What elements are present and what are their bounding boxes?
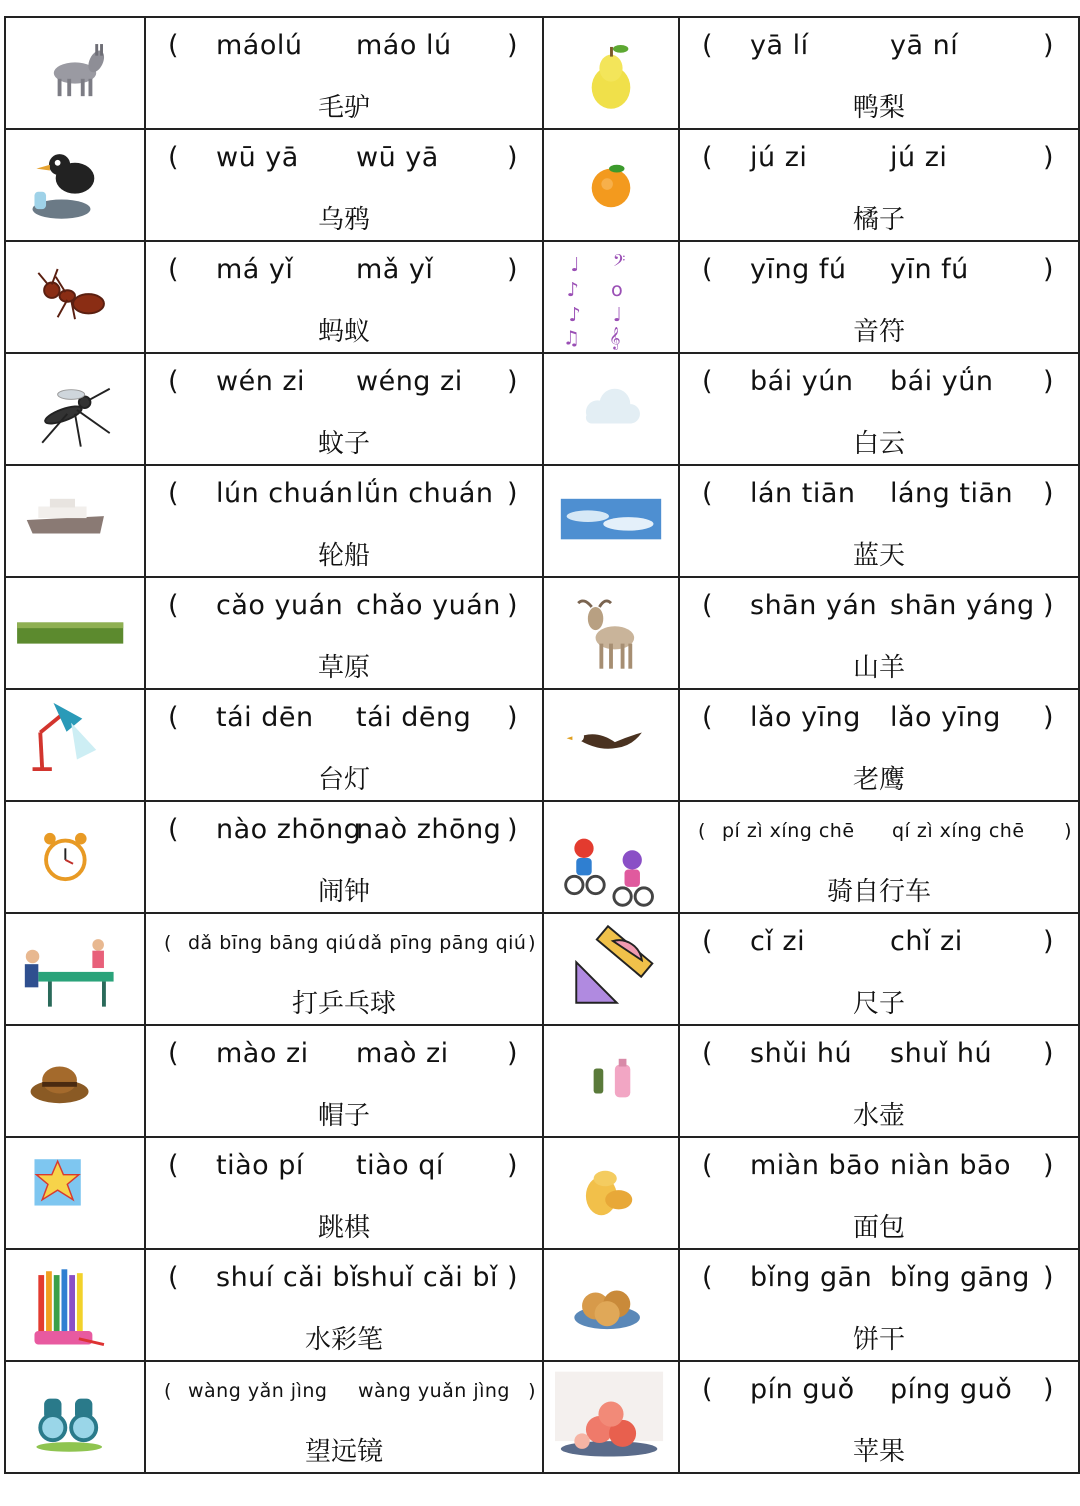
left-word-cell <box>145 241 543 353</box>
close-paren: ) <box>1042 1262 1054 1293</box>
chinese-word: 蚊子 <box>317 429 370 459</box>
pinyin-option-1[interactable]: shān yán <box>750 590 878 621</box>
pinyin-option-1[interactable]: lán tiān <box>750 478 856 509</box>
left-picture-cell <box>5 1025 145 1137</box>
pinyin-option-2[interactable]: dǎ pīng pāng qiú <box>358 932 527 954</box>
chinese-word: 毛驴 <box>317 93 370 123</box>
pinyin-option-1[interactable]: bái yún <box>750 366 854 397</box>
pinyin-choices <box>680 142 1078 182</box>
right-word-cell <box>679 241 1079 353</box>
close-paren: ) <box>1042 254 1054 285</box>
pinyin-choices <box>680 478 1078 518</box>
pinyin-choices <box>680 820 1078 860</box>
table-row <box>5 1137 1079 1249</box>
left-picture-cell <box>5 689 145 801</box>
right-picture-cell <box>543 577 679 689</box>
open-paren: ( <box>702 478 714 509</box>
left-word-cell <box>145 1249 543 1361</box>
close-paren: ) <box>1064 820 1072 842</box>
open-paren: ( <box>702 142 714 173</box>
right-word-cell <box>679 801 1079 913</box>
open-paren: ( <box>702 590 714 621</box>
pinyin-choices <box>146 932 542 972</box>
close-paren: ) <box>1042 478 1054 509</box>
table-row <box>5 129 1079 241</box>
left-word-cell <box>145 577 543 689</box>
open-paren: ( <box>168 1262 180 1293</box>
pinyin-choices <box>680 1374 1078 1414</box>
chinese-word: 草原 <box>317 653 370 683</box>
pinyin-option-2[interactable]: shuǐ cǎi bǐ <box>356 1262 498 1293</box>
close-paren: ) <box>1042 926 1054 957</box>
pinyin-option-1[interactable]: yīng fú <box>750 254 847 285</box>
pinyin-choices <box>146 1038 542 1078</box>
svg-text:o: o <box>611 278 623 302</box>
close-paren: ) <box>506 1150 518 1181</box>
left-picture-cell <box>5 465 145 577</box>
chinese-word: 鸭梨 <box>852 93 905 123</box>
pinyin-choices <box>146 702 542 742</box>
chinese-word: 闹钟 <box>317 877 370 907</box>
pinyin-choices <box>146 590 542 630</box>
table-row <box>5 689 1079 801</box>
left-word-cell <box>145 129 543 241</box>
close-paren: ) <box>506 478 518 509</box>
table-row <box>5 465 1079 577</box>
chinese-word: 音符 <box>852 317 905 347</box>
table-row <box>5 577 1079 689</box>
right-word-cell <box>679 577 1079 689</box>
close-paren: ) <box>506 254 518 285</box>
pinyin-option-2[interactable]: chǎo yuán <box>356 590 501 621</box>
pinyin-choices <box>680 590 1078 630</box>
right-word-cell <box>679 1137 1079 1249</box>
pinyin-option-1[interactable]: má yǐ <box>216 254 294 285</box>
pinyin-option-2[interactable]: naò zhōng <box>356 814 502 845</box>
chinese-word: 打乒乓球 <box>291 989 396 1019</box>
pinyin-option-1[interactable]: nào zhōng <box>216 814 362 845</box>
left-word-cell <box>145 1361 543 1473</box>
open-paren: ( <box>702 254 714 285</box>
pinyin-option-2[interactable]: píng guǒ <box>890 1374 1013 1405</box>
right-word-cell <box>679 689 1079 801</box>
chinese-word: 蓝天 <box>852 541 905 571</box>
left-picture-cell <box>5 913 145 1025</box>
close-paren: ) <box>1042 1150 1054 1181</box>
pinyin-option-2[interactable]: maò zi <box>356 1038 449 1069</box>
close-paren: ) <box>506 142 518 173</box>
pinyin-option-2[interactable]: niàn bāo <box>890 1150 1012 1181</box>
chinese-word: 蚂蚁 <box>317 317 370 347</box>
pinyin-option-1[interactable]: lǎo yīng <box>750 702 861 733</box>
pinyin-option-1[interactable]: wén zi <box>216 366 306 397</box>
right-picture-cell <box>543 913 679 1025</box>
left-picture-cell <box>5 577 145 689</box>
chinese-word: 水彩笔 <box>304 1325 383 1355</box>
left-picture-cell <box>5 241 145 353</box>
svg-text:♩: ♩ <box>570 252 580 276</box>
pinyin-choices <box>146 366 542 406</box>
pinyin-choices <box>680 254 1078 294</box>
chinese-word: 白云 <box>852 429 905 459</box>
chinese-word: 跳棋 <box>317 1213 370 1243</box>
right-word-cell <box>679 1025 1079 1137</box>
pinyin-option-2[interactable]: yā ní <box>890 30 959 61</box>
open-paren: ( <box>168 702 180 733</box>
close-paren: ) <box>1042 30 1054 61</box>
table-row <box>5 353 1079 465</box>
left-word-cell <box>145 1137 543 1249</box>
table-row <box>5 913 1079 1025</box>
right-picture-cell <box>543 801 679 913</box>
pinyin-option-2[interactable]: shuǐ hú <box>890 1038 993 1069</box>
close-paren: ) <box>506 30 518 61</box>
close-paren: ) <box>1042 1374 1054 1405</box>
right-picture-cell <box>543 17 679 129</box>
chinese-word: 苹果 <box>852 1437 905 1467</box>
left-word-cell <box>145 689 543 801</box>
pinyin-option-1[interactable]: tái dēn <box>216 702 314 733</box>
open-paren: ( <box>698 820 706 842</box>
left-word-cell <box>145 465 543 577</box>
open-paren: ( <box>702 1374 714 1405</box>
right-picture-cell <box>543 353 679 465</box>
table-row <box>5 1249 1079 1361</box>
chinese-word: 望远镜 <box>304 1437 383 1467</box>
pinyin-choices <box>146 478 542 518</box>
open-paren: ( <box>702 366 714 397</box>
right-word-cell <box>679 1249 1079 1361</box>
open-paren: ( <box>702 30 714 61</box>
open-paren: ( <box>702 702 714 733</box>
pinyin-option-2[interactable]: shān yáng <box>890 590 1035 621</box>
close-paren: ) <box>506 590 518 621</box>
close-paren: ) <box>528 1380 536 1402</box>
right-picture-cell <box>543 465 679 577</box>
pinyin-choices <box>146 30 542 70</box>
right-word-cell <box>679 129 1079 241</box>
chinese-word: 台灯 <box>317 765 370 795</box>
left-word-cell <box>145 17 543 129</box>
pinyin-option-2[interactable]: mǎ yǐ <box>356 254 434 285</box>
right-picture-cell <box>543 1249 679 1361</box>
close-paren: ) <box>506 1262 518 1293</box>
close-paren: ) <box>506 1038 518 1069</box>
pinyin-option-2[interactable]: jú zi <box>890 142 948 173</box>
open-paren: ( <box>168 1038 180 1069</box>
table-row <box>5 1025 1079 1137</box>
chinese-word: 老鹰 <box>852 765 905 795</box>
close-paren: ) <box>1042 590 1054 621</box>
pinyin-choices <box>680 1262 1078 1302</box>
open-paren: ( <box>168 814 180 845</box>
open-paren: ( <box>164 932 172 954</box>
chinese-word: 面包 <box>852 1213 905 1243</box>
close-paren: ) <box>1042 142 1054 173</box>
pinyin-choices <box>680 926 1078 966</box>
table-row <box>5 17 1079 129</box>
chinese-word: 乌鸦 <box>317 205 370 235</box>
pinyin-option-1[interactable]: wàng yǎn jìng <box>188 1380 328 1402</box>
right-picture-cell <box>543 689 679 801</box>
pinyin-worksheet-table <box>4 16 1080 1474</box>
right-word-cell <box>679 465 1079 577</box>
left-picture-cell <box>5 353 145 465</box>
pinyin-choices <box>146 1262 542 1302</box>
right-word-cell <box>679 353 1079 465</box>
pinyin-option-1[interactable]: mào zi <box>216 1038 309 1069</box>
pinyin-option-1[interactable]: jú zi <box>750 142 808 173</box>
chinese-word: 水壶 <box>852 1101 905 1131</box>
table-row <box>5 241 1079 353</box>
right-word-cell <box>679 17 1079 129</box>
chinese-word: 饼干 <box>852 1325 905 1355</box>
pinyin-option-1[interactable]: shǔi hú <box>750 1038 853 1069</box>
chinese-word: 轮船 <box>317 541 370 571</box>
pinyin-option-1[interactable]: tiào pí <box>216 1150 304 1181</box>
left-picture-cell <box>5 17 145 129</box>
pinyin-option-2[interactable]: lǎo yīng <box>890 702 1001 733</box>
pinyin-option-1[interactable]: miàn bāo <box>750 1150 881 1181</box>
pinyin-choices <box>146 254 542 294</box>
pinyin-option-2[interactable]: yīn fú <box>890 254 969 285</box>
table-row <box>5 1361 1079 1473</box>
right-word-cell <box>679 1361 1079 1473</box>
pinyin-option-1[interactable]: bǐng gān <box>750 1262 873 1293</box>
pinyin-option-2[interactable]: wéng zi <box>356 366 463 397</box>
close-paren: ) <box>528 932 536 954</box>
pinyin-choices <box>146 1150 542 1190</box>
svg-text:♪: ♪ <box>566 278 579 302</box>
pinyin-choices <box>680 1038 1078 1078</box>
left-picture-cell <box>5 801 145 913</box>
open-paren: ( <box>702 926 714 957</box>
chinese-word: 尺子 <box>852 989 905 1019</box>
chinese-word: 山羊 <box>852 653 905 683</box>
open-paren: ( <box>168 30 180 61</box>
open-paren: ( <box>702 1262 714 1293</box>
pinyin-option-2[interactable]: qí zì xíng chē <box>892 820 1025 842</box>
right-picture-cell <box>543 1137 679 1249</box>
svg-text:♪: ♪ <box>568 303 581 327</box>
close-paren: ) <box>1042 366 1054 397</box>
pinyin-option-2[interactable]: tiào qí <box>356 1150 444 1181</box>
header-strip <box>0 0 1080 14</box>
table-row <box>5 801 1079 913</box>
pinyin-option-2[interactable]: láng tiān <box>890 478 1014 509</box>
right-picture-cell <box>543 129 679 241</box>
pinyin-choices <box>680 1150 1078 1190</box>
pinyin-choices <box>146 1380 542 1420</box>
close-paren: ) <box>1042 1038 1054 1069</box>
pinyin-option-2[interactable]: máo lú <box>356 30 452 61</box>
close-paren: ) <box>506 702 518 733</box>
left-picture-cell <box>5 129 145 241</box>
pinyin-option-2[interactable]: chǐ zi <box>890 926 963 957</box>
open-paren: ( <box>168 254 180 285</box>
open-paren: ( <box>164 1380 172 1402</box>
left-word-cell <box>145 353 543 465</box>
close-paren: ) <box>1042 702 1054 733</box>
left-word-cell <box>145 1025 543 1137</box>
chinese-word: 帽子 <box>317 1101 370 1131</box>
pinyin-option-1[interactable]: pín guǒ <box>750 1374 855 1405</box>
svg-text:♩: ♩ <box>612 303 623 327</box>
svg-text:𝄢: 𝄢 <box>612 251 626 275</box>
pinyin-option-1[interactable]: pí zì xíng chē <box>722 820 855 842</box>
open-paren: ( <box>168 1150 180 1181</box>
right-picture-cell <box>543 241 679 353</box>
left-word-cell <box>145 801 543 913</box>
chinese-word: 骑自行车 <box>826 877 931 907</box>
open-paren: ( <box>168 590 180 621</box>
pinyin-option-2[interactable]: tái dēng <box>356 702 472 733</box>
pinyin-option-2[interactable]: bǐng gāng <box>890 1262 1030 1293</box>
left-picture-cell <box>5 1137 145 1249</box>
svg-text:𝄞: 𝄞 <box>609 326 621 350</box>
open-paren: ( <box>168 366 180 397</box>
right-word-cell <box>679 913 1079 1025</box>
pinyin-option-1[interactable]: máolú <box>216 30 303 61</box>
pinyin-option-2[interactable]: wū yā <box>356 142 439 173</box>
open-paren: ( <box>168 142 180 173</box>
pinyin-option-2[interactable]: lǘn chuán <box>356 478 494 509</box>
pinyin-option-2[interactable]: bái yǘn <box>890 366 994 397</box>
right-picture-cell <box>543 1361 679 1473</box>
pinyin-option-1[interactable]: shuí cǎi bǐ <box>216 1262 358 1293</box>
pinyin-option-1[interactable]: dǎ bīng bāng qiú <box>188 932 357 954</box>
pinyin-option-1[interactable]: yā lí <box>750 30 809 61</box>
pinyin-option-1[interactable]: wū yā <box>216 142 299 173</box>
left-picture-cell <box>5 1361 145 1473</box>
pinyin-option-1[interactable]: lún chuán <box>216 478 354 509</box>
open-paren: ( <box>168 478 180 509</box>
chinese-word: 橘子 <box>852 205 905 235</box>
pinyin-choices <box>680 366 1078 406</box>
right-picture-cell <box>543 1025 679 1137</box>
pinyin-choices <box>680 30 1078 70</box>
close-paren: ) <box>506 366 518 397</box>
pinyin-choices <box>146 142 542 182</box>
left-picture-cell <box>5 1249 145 1361</box>
left-word-cell <box>145 913 543 1025</box>
open-paren: ( <box>702 1038 714 1069</box>
open-paren: ( <box>702 1150 714 1181</box>
pinyin-option-2[interactable]: wàng yuǎn jìng <box>358 1380 510 1402</box>
pinyin-option-1[interactable]: cǐ zi <box>750 926 806 957</box>
svg-text:♫: ♫ <box>562 326 581 350</box>
pinyin-choices <box>680 702 1078 742</box>
pinyin-choices <box>146 814 542 854</box>
pinyin-option-1[interactable]: cǎo yuán <box>216 590 344 621</box>
close-paren: ) <box>506 814 518 845</box>
